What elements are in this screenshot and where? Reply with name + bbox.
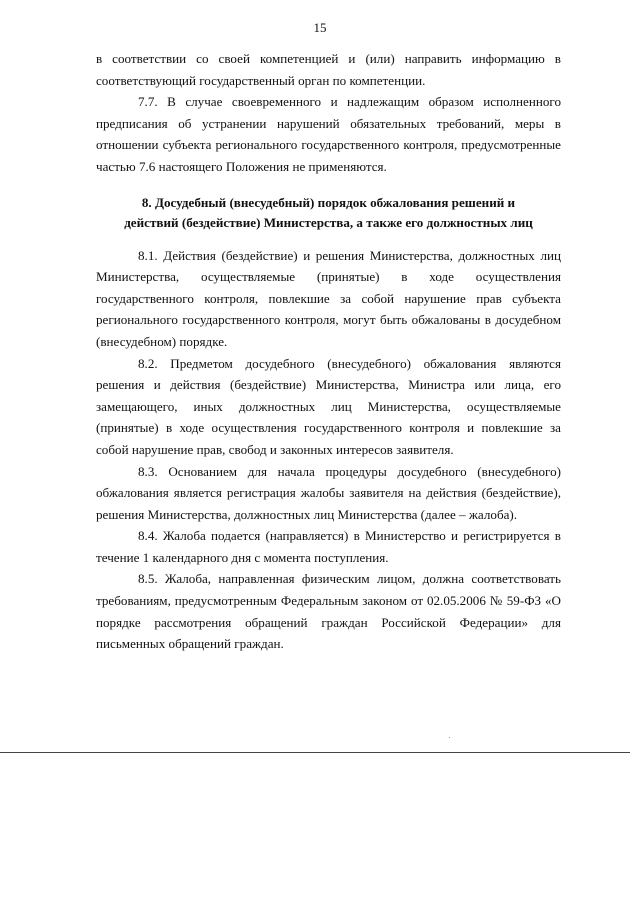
- paragraph-7-7: 7.7. В случае своевременного и надлежащим образом исполненного предписания об устранении нарушений обязательных требований, меры в отношении субъекта регионального государственного контроля, предусмотренные частью 7.6 настоящего Положения не применяются.: [96, 94, 561, 174]
- section-8-heading-line2: действий (бездействие) Министерства, а также его должностных лиц: [124, 214, 533, 230]
- scan-speck: [449, 737, 450, 738]
- section-8-heading: [96, 193, 561, 233]
- paragraph-8-3: 8.3. Основанием для начала процедуры досудебного (внесудебного) обжалования является регистрация жалобы заявителя на действия (бездействие), решения Министерства, должностных лиц Министерства (далее – жалоба).: [96, 463, 561, 522]
- page-bottom-rule: [0, 752, 630, 753]
- section-8-heading-line1: 8. Досудебный (внесудебный) порядок обжалования решений и: [141, 194, 516, 210]
- page-number: 15: [313, 20, 327, 35]
- document-body: [96, 48, 561, 655]
- paragraph-8-5: 8.5. Жалоба, направленная физическим лицом, должна соответствовать требованиям, предусмотренным Федеральным законом от 02.05.2006 № 59-ФЗ «О порядке рассмотрения обращений граждан Российской Федерации» для письменных обращений граждан.: [96, 571, 561, 652]
- paragraph-continuation: в соответствии со своей компетенцией и (или) направить информацию в соответствующий государственный орган по компетенции.: [96, 51, 561, 88]
- paragraph-8-4: 8.4. Жалоба подается (направляется) в Министерство и регистрируется в течение 1 календарного дня с момента поступления.: [96, 528, 561, 565]
- paragraph-8-2: 8.2. Предметом досудебного (внесудебного) обжалования являются решения и действия (бездействие) Министерства, Министра или лица, его замещающего, иных должностных лиц Министерства, осуществляемые (принятые) в ходе осуществления государственного контроля и повлекшие за собой нарушение прав, свобод и законных интересов заявителя.: [96, 355, 561, 457]
- paragraph-8-1: 8.1. Действия (бездействие) и решения Министерства, должностных лиц Министерства, осуществляемые (принятые) в ходе осуществления государственного контроля, повлекшие за собой нарушение прав субъекта регионального государственного контроля, могут быть обжалованы в досудебном (внесудебном) порядке.: [96, 247, 561, 349]
